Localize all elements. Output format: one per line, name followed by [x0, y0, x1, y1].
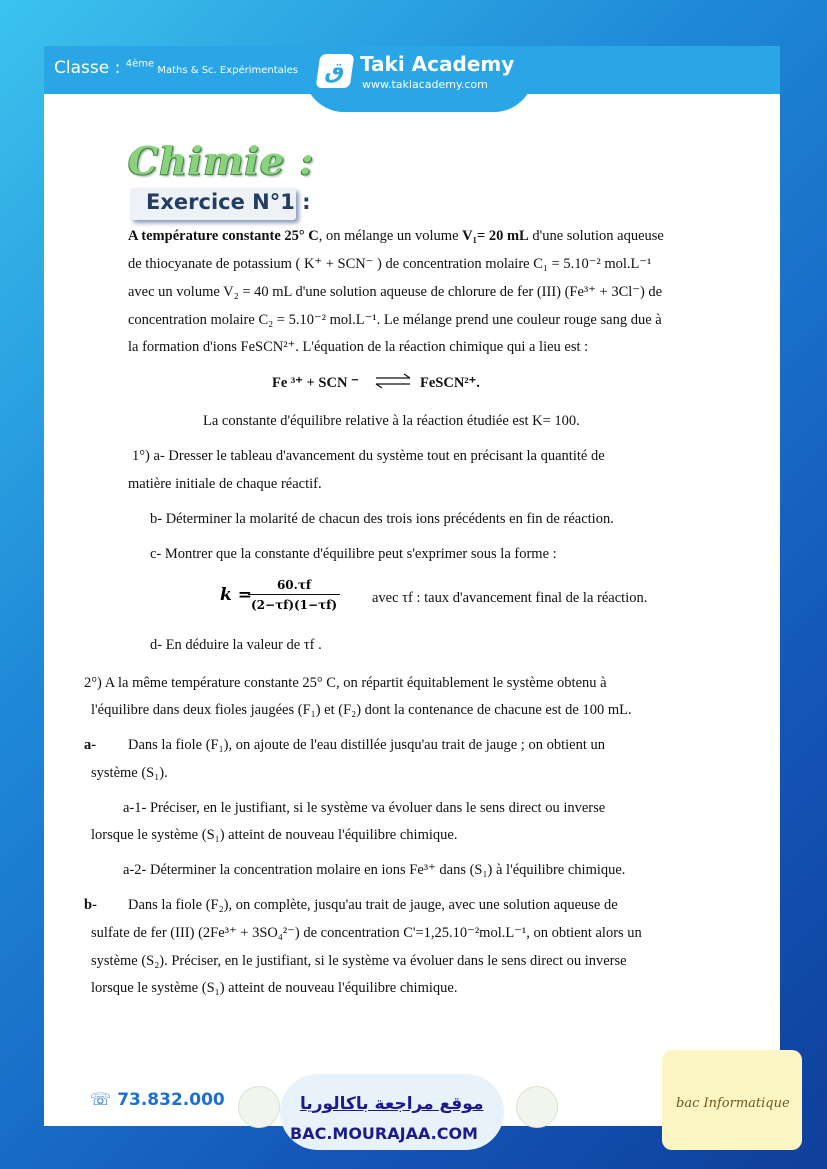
bac-info-text: bac Informatique [676, 1096, 790, 1111]
taki-logo-icon: ق [316, 54, 355, 88]
p1-line-5: la formation d'ions FeSCN²⁺. L'équation de la réaction chimique qui a lieu est : [128, 339, 589, 355]
q2a-label: a- [84, 737, 97, 753]
class-level: 4ème [125, 58, 155, 70]
q2a-line-1: Dans la fiole (F₁), on ajoute de l'eau distillée jusqu'au trait de jauge ; on obtient un [128, 737, 605, 753]
q2a1-line-1: a-1- Préciser, en le justifiant, si le système va évoluer dans le sens direct ou inverse [123, 800, 606, 816]
q2a-line-2: système (S₁). [91, 765, 168, 781]
q1a-line-1: 1°) a- Dresser le tableau d'avancement du système tout en précisant la quantité de [132, 448, 605, 464]
q2a1-line-2: lorsque le système (S₁) atteint de nouveau l'équilibre chimique. [91, 827, 458, 843]
q1d: d- En déduire la valeur de τf . [150, 637, 322, 653]
bac-url[interactable]: BAC.MOURAJAA.COM [290, 1124, 478, 1143]
bac-arabic-title[interactable]: موقع مراجعة باكالوريا [300, 1094, 484, 1114]
brand-logo[interactable] [304, 46, 534, 112]
q2b-label: b- [84, 897, 97, 913]
p1-line-1: A température constante 25° C, on mélange un volume V₁= 20 mL d'une solution aqueuse [128, 228, 664, 244]
q1c: c- Montrer que la constante d'équilibre peut s'exprimer sous la forme : [150, 546, 557, 562]
p1-line-4: concentration molaire C₂ = 5.10⁻² mol.L⁻¹. Le mélange prend une couleur rouge sang due à [128, 312, 662, 328]
class-sections: Maths & Sc. Expérimentales [154, 65, 298, 76]
brand-url[interactable]: www.takiacademy.com [362, 78, 488, 91]
p1-line-2: de thiocyanate de potassium ( K⁺ + SCN⁻ ) de concentration molaire C₁ = 5.10⁻² mol.L⁻¹ [128, 256, 652, 272]
equilibrium-arrow-icon [374, 373, 412, 389]
brand-name: Taki Academy [360, 52, 515, 76]
formula-note: avec τf : taux d'avancement final de la réaction. [372, 590, 648, 606]
q2-line-1: 2°) A la même température constante 25° C, on répartit équitablement le système obtenu à [84, 675, 607, 691]
formula-denominator: (2−τf)(1−τf) [251, 598, 337, 612]
q2-line-2: l'équilibre dans deux fioles jaugées (F₁) et (F₂) dont la contenance de chacune est de 100 mL. [91, 702, 632, 718]
p1-line-3: avec un volume V₂ = 40 mL d'une solution aqueuse de chlorure de fer (III) (Fe³⁺ + 3Cl⁻) de [128, 284, 663, 300]
q2a2: a-2- Déterminer la concentration molaire en ions Fe³⁺ dans (S₁) à l'équilibre chimique. [123, 862, 626, 878]
q2b-line-2: sulfate de fer (III) (2Fe³⁺ + 3SO₄²⁻) de concentration C'=1,25.10⁻²mol.L⁻¹, on obtient alors un [91, 925, 642, 941]
q1a-line-2: matière initiale de chaque réactif. [128, 476, 322, 492]
phone-number[interactable]: ☏ 73.832.000 [90, 1090, 225, 1110]
q2b-line-1: Dans la fiole (F₂), on complète, jusqu'au trait de jauge, avec une solution aqueuse de [128, 897, 618, 913]
equilibrium-constant: La constante d'équilibre relative à la réaction étudiée est K= 100. [203, 413, 580, 429]
q2b-line-3: système (S₂). Préciser, en le justifiant, si le système va évoluer dans le sens direct ou inverse [91, 953, 627, 969]
formula-fraction [248, 578, 340, 612]
formula-lhs: k = [220, 585, 252, 605]
class-label: Classe : $^{4ème}$ Maths & Sc. Expérimentales [54, 58, 298, 78]
q2b-line-4: lorsque le système (S₁) atteint de nouveau l'équilibre chimique. [91, 980, 458, 996]
exercise-title: Exercice N°1 : [146, 190, 311, 214]
formula-numerator: 60.τf [248, 578, 340, 595]
bac-logo-left-icon [238, 1086, 280, 1128]
phone-icon: ☏ [90, 1090, 118, 1110]
section-title: Chimie : [128, 138, 315, 183]
equation-right: FeSCN²⁺. [420, 375, 480, 391]
q1b: b- Déterminer la molarité de chacun des trois ions précédents en fin de réaction. [150, 511, 614, 527]
equation-left: Fe ³⁺ + SCN ⁻ [272, 375, 359, 391]
bac-logo-right-icon [516, 1086, 558, 1128]
